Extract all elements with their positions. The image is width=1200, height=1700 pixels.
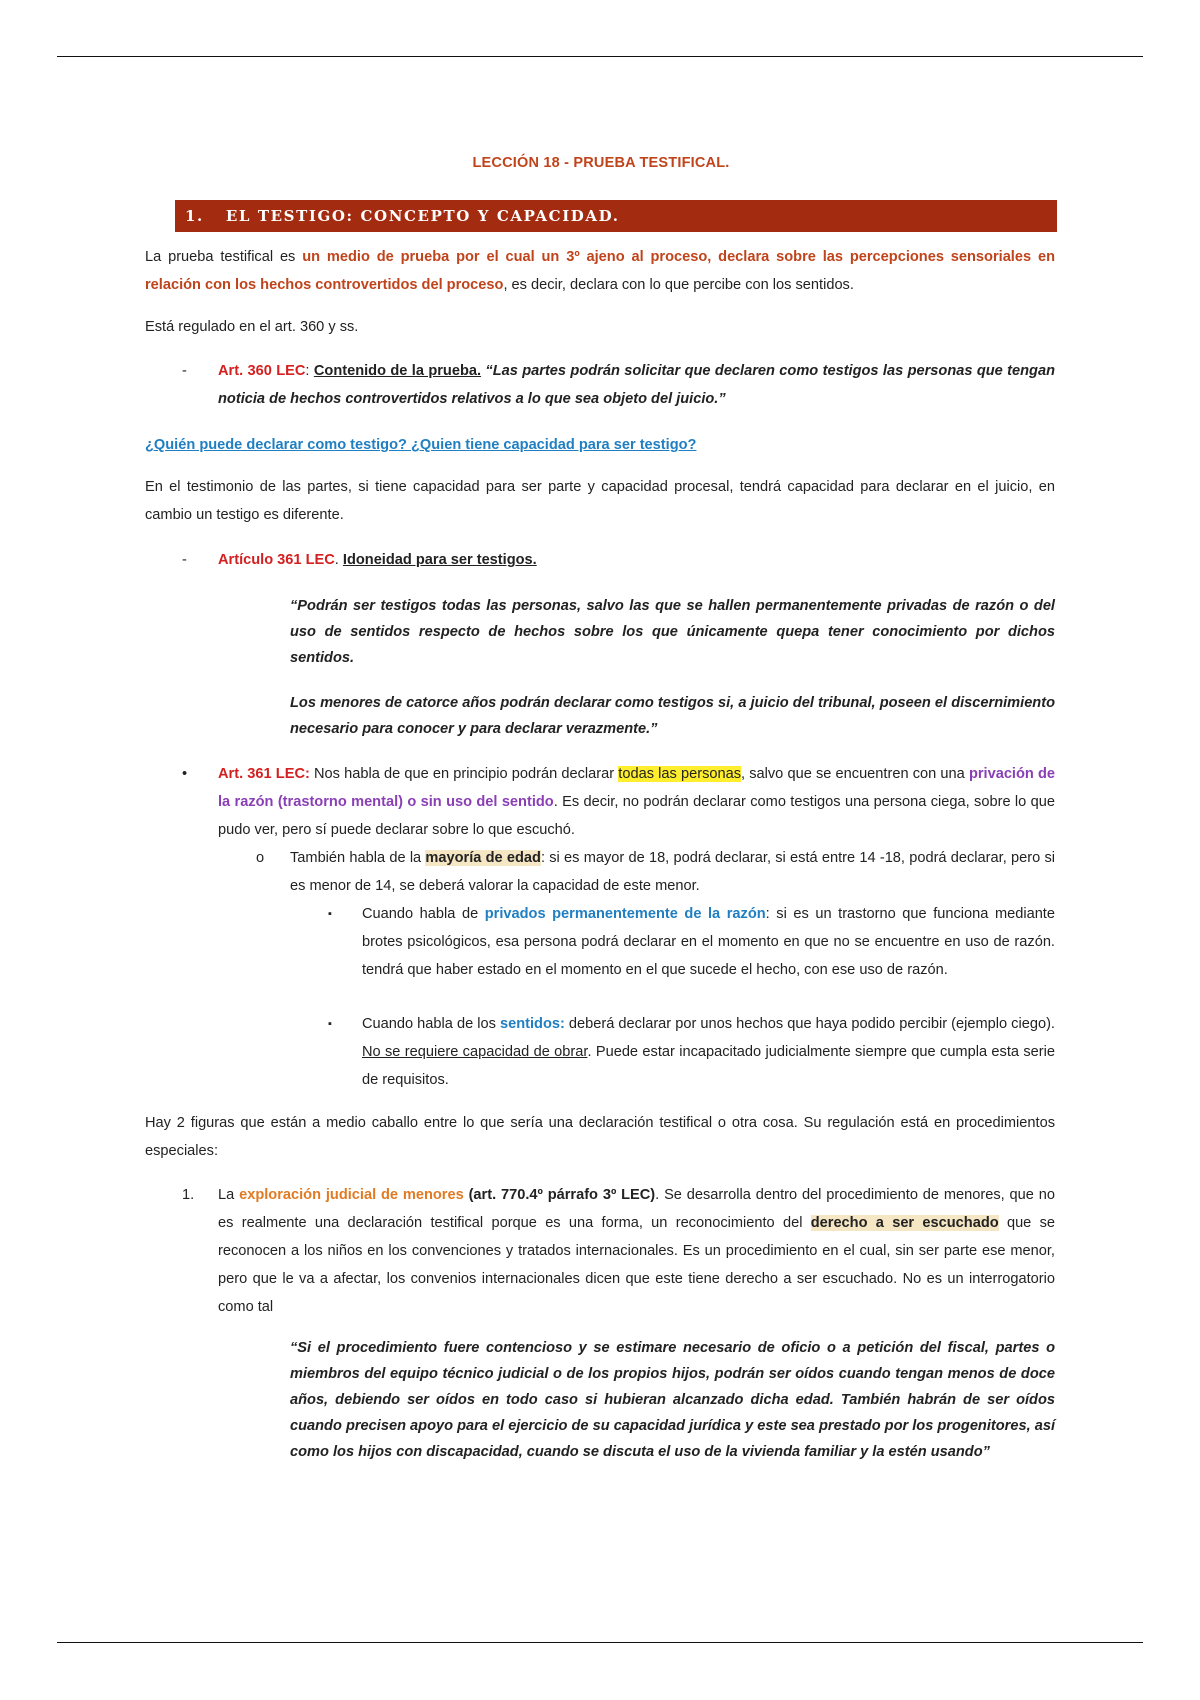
highlight-senses: sentidos: [499, 1016, 565, 1032]
item-reason [362, 900, 1055, 984]
text: La [218, 1187, 240, 1203]
header-rule [57, 56, 1143, 57]
text: . Puede estar incapacitado judicialmente siempre que cumpla esta serie de requisitos. [362, 1044, 1055, 1088]
bullet-square: ▪ [328, 908, 332, 920]
text: La prueba testifical es [145, 249, 303, 265]
text: Cuando habla de los [362, 1016, 500, 1032]
article-361-quote-2: Los menores de catorce años podrán declarar como testigos si, a juicio del tribunal, poseen el discernimiento necesario para conocer y para declarar verazmente.” [290, 695, 1055, 737]
article-title: Idoneidad para ser testigos. [342, 552, 537, 568]
article-reference: Art. 360 LEC [218, 363, 306, 379]
paragraph-parties: En el testimonio de las partes, si tiene capacidad para ser parte y capacidad procesal, tendrá capacidad para declarar en el juicio, en cambio un testigo es diferente. [145, 479, 1055, 523]
text: , salvo que se encuentren con una [741, 766, 969, 782]
text: También habla de la [290, 850, 426, 866]
section-label: EL TESTIGO: CONCEPTO Y CAPACIDAD. [225, 207, 620, 225]
highlight-exploration: exploración judicial de menores [239, 1187, 464, 1203]
item-senses [362, 1010, 1055, 1094]
article-title: Contenido de la prueba. [313, 363, 482, 379]
footer-rule [57, 1642, 1143, 1643]
dash-bullet: - [182, 552, 187, 568]
item-art-361 [218, 546, 1055, 574]
section-number: 1. [185, 207, 204, 225]
question-text: ¿Quién puede declarar como testigo? ¿Quien tiene capacidad para ser testigo? [145, 437, 697, 453]
article-361-quote-1: “Podrán ser testigos todas las personas, salvo las que se hallen permanentemente privadas de razón o del uso de sentidos respecto de hechos sobre los que únicamente quepa tener conocimiento por dichos sentidos. [290, 598, 1055, 666]
article-quote: “Las partes podrán solicitar que declaren como testigos las personas que tengan noticia de hechos controvertidos relativos a lo que sea objeto del juicio.” [218, 363, 1056, 407]
highlight-reason: privados permanentemente de la razón [484, 906, 766, 922]
text: Cuando habla de [362, 906, 485, 922]
text: . Se desarrolla dentro del procedimiento de menores, que no es realmente una declaración testifical porque es una forma, un reconocimiento del [218, 1187, 1055, 1231]
section-heading-1 [175, 200, 1057, 232]
paragraph-definition [145, 243, 1055, 299]
article-770-quote: “Si el procedimiento fuere contencioso y se estimare necesario de oficio o a petición del fiscal, partes o miembros del equipo técnico judicial o de los propios hijos, podrán ser oídos cuando tengan menos de doce años, debiendo ser oídos en todo caso si hubieran alcanzado dicha edad. También habrán de ser oídos cuando precisen apoyo para el ejercicio de su capacidad jurídica y este sea prestado por los progenitores, así como los hijos con discapacidad, cuando se discuta el uso de la vivienda familiar y la estén usando” [290, 1340, 1055, 1460]
paragraph-two-figures: Hay 2 figuras que están a medio caballo entre lo que sería una declaración testifical o otra cosa. Su regulación está en procedimientos especiales: [145, 1115, 1055, 1159]
item-judicial-exploration [218, 1181, 1055, 1321]
bullet-dot: • [182, 766, 188, 782]
text: Nos habla de que en principio podrán declarar [309, 766, 619, 782]
highlight-all-persons: todas las personas [618, 766, 742, 782]
question-heading [145, 431, 1055, 459]
text: : si es mayor de 18, podrá declarar, si está entre 14 -18, podrá declarar, pero si es menor de 14, se deberá valorar la capacidad de este menor. [290, 850, 1055, 894]
document-title: LECCIÓN 18 - PRUEBA TESTIFICAL. [472, 155, 730, 171]
text: : [305, 363, 314, 379]
bullet-circle: o [256, 850, 265, 866]
text: deberá declarar por unos hechos que haya podido percibir (ejemplo ciego). [564, 1016, 1055, 1032]
article-reference: Art. 361 LEC: [218, 766, 310, 782]
item-art-360 [218, 357, 1055, 413]
text: . [334, 552, 343, 568]
article-reference: (art. 770.4º párrafo 3º LEC) [463, 1187, 656, 1203]
highlight-definition: un medio de prueba por el cual un 3º ajeno al proceso, declara sobre las percepciones sensoriales en relación con los hechos controvertidos del proceso [145, 249, 1055, 293]
highlight-privation: privación de la razón (trastorno mental) o sin uso del sentido [218, 766, 1056, 810]
list-number: 1. [182, 1187, 195, 1203]
underline-capacity: No se requiere capacidad de obrar [362, 1044, 588, 1060]
text: . Es decir, no podrán declarar como testigos una persona ciega, sobre lo que pudo ver, pero sí puede declarar sobre lo que escuchó. [218, 794, 1055, 838]
text: , es decir, declara con lo que percibe con los sentidos. [503, 277, 854, 293]
bullet-square: ▪ [328, 1018, 332, 1030]
article-reference: Artículo 361 LEC [218, 552, 335, 568]
highlight-age: mayoría de edad [425, 850, 541, 866]
item-age [290, 844, 1055, 900]
text: que se reconocen a los niños en los convenciones y tratados internacionales. Es un procedimiento en el cual, sin ser parte ese menor, pero que le va a afectar, los convenios internacionales dicen que este tiene derecho a ser escuchado. No es un interrogatorio como tal [218, 1215, 1055, 1315]
paragraph-regulation: Está regulado en el art. 360 y ss. [145, 319, 359, 335]
item-art-361-explanation [218, 760, 1055, 844]
highlight-right-heard: derecho a ser escuchado [810, 1215, 999, 1231]
text: : si es un trastorno que funciona mediante brotes psicológicos, esa persona podrá declarar en el momento en que no se encuentre en uso de razón. tendrá que haber estado en el momento en el que sucede el hecho, con ese uso de razón. [362, 906, 1055, 978]
dash-bullet: - [182, 363, 187, 379]
